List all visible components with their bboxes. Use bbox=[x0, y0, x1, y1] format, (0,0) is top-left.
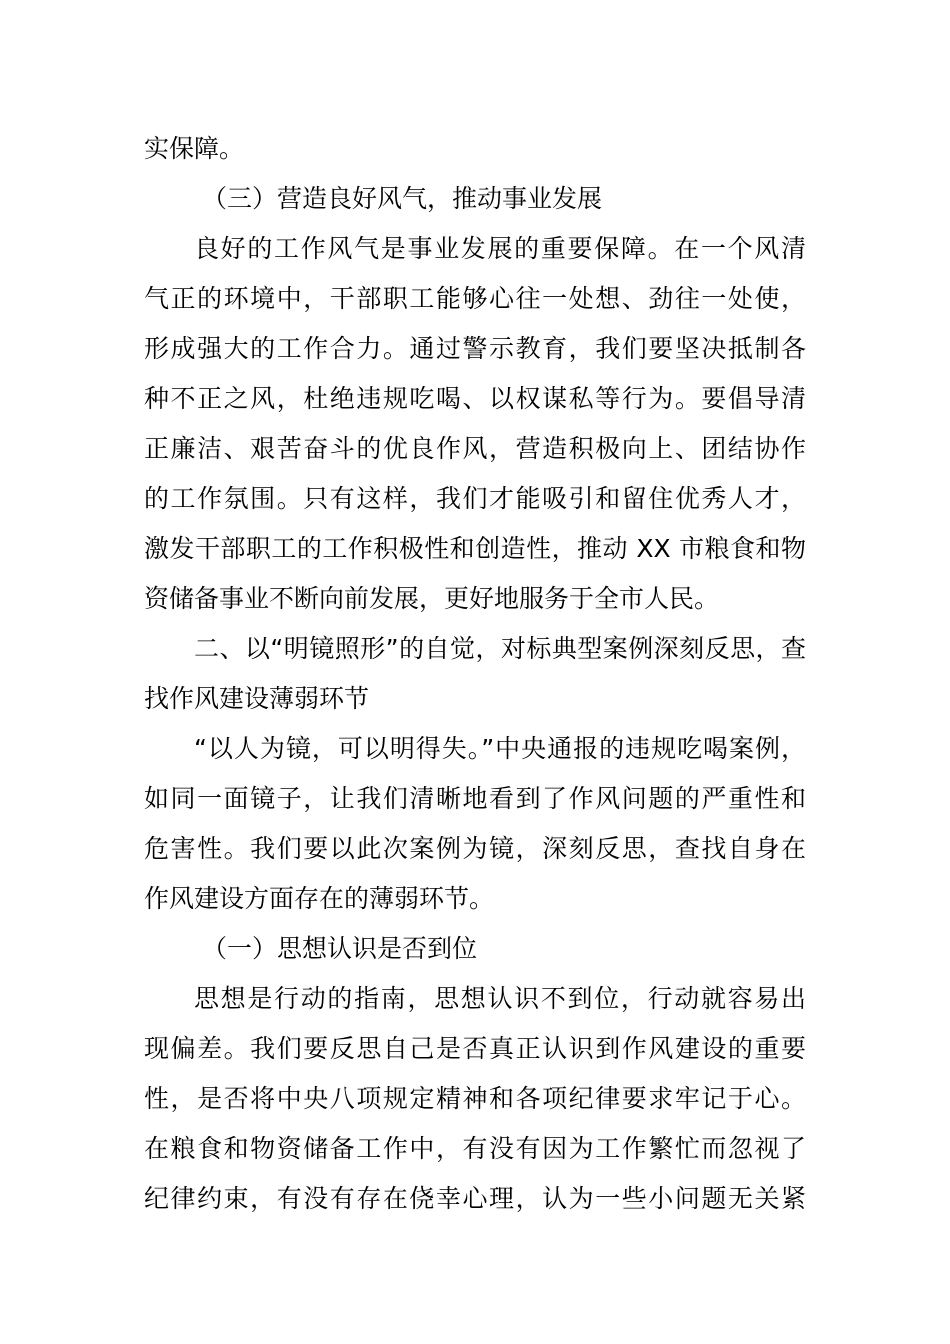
paragraph-line: 良好的工作风气是事业发展的重要保障。在一个风清 bbox=[194, 234, 806, 263]
paragraph-line: 纪律约束，有没有存在侥幸心理，认为一些小问题无关紧 bbox=[144, 1184, 806, 1213]
paragraph-line: 气正的环境中，干部职工能够心往一处想、劲往一处使， bbox=[144, 284, 806, 313]
paragraph-line: 现偏差。我们要反思自己是否真正认识到作风建设的重要 bbox=[144, 1034, 806, 1063]
paragraph-line: 种不正之风，杜绝违规吃喝、以权谋私等行为。要倡导清 bbox=[144, 384, 806, 413]
paragraph-line: 在粮食和物资储备工作中，有没有因为工作繁忙而忽视了 bbox=[144, 1134, 806, 1163]
paragraph-line: 如同一面镜子，让我们清晰地看到了作风问题的严重性和 bbox=[144, 784, 806, 813]
paragraph-line: 激发干部职工的工作积极性和创造性，推动 XX 市粮食和物 bbox=[144, 534, 806, 563]
paragraph-line: 资储备事业不断向前发展，更好地服务于全市人民。 bbox=[144, 584, 720, 613]
document-body bbox=[144, 124, 806, 1224]
paragraph-line: 作风建设方面存在的薄弱环节。 bbox=[144, 884, 495, 913]
section-heading: （三）营造良好风气，推动事业发展 bbox=[202, 184, 603, 213]
section-heading: （一）思想认识是否到位 bbox=[202, 934, 478, 963]
paragraph-line: 危害性。我们要以此次案例为镜，深刻反思，查找自身在 bbox=[144, 834, 806, 863]
paragraph-line: 性，是否将中央八项规定精神和各项纪律要求牢记于心。 bbox=[144, 1084, 806, 1113]
paragraph-line: 思想是行动的指南，思想认识不到位，行动就容易出 bbox=[194, 984, 806, 1013]
paragraph-line: 正廉洁、艰苦奋斗的优良作风，营造积极向上、团结协作 bbox=[144, 434, 806, 463]
paragraph-line: “以人为镜，可以明得失。”中央通报的违规吃喝案例， bbox=[194, 734, 806, 763]
chapter-heading: 找作风建设薄弱环节 bbox=[144, 684, 370, 713]
paragraph-line: 的工作氛围。只有这样，我们才能吸引和留住优秀人才， bbox=[144, 484, 806, 513]
paragraph-line: 形成强大的工作合力。通过警示教育，我们要坚决抵制各 bbox=[144, 334, 806, 363]
paragraph-line: 实保障。 bbox=[144, 134, 245, 163]
chapter-heading: 二、以“明镜照形”的自觉，对标典型案例深刻反思，查 bbox=[194, 634, 806, 663]
